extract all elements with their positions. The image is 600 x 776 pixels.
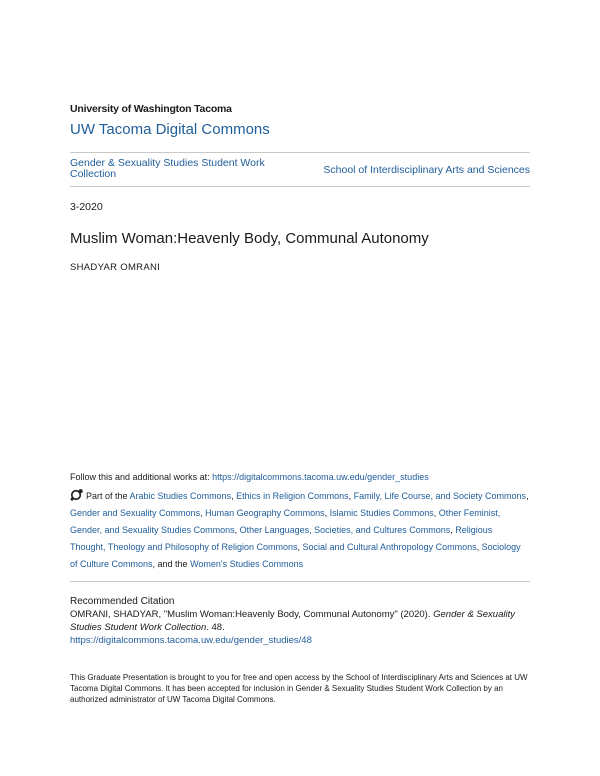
collections-row (70, 158, 530, 184)
commons-link[interactable]: Gender and Sexuality Commons (70, 508, 201, 518)
commons-link[interactable]: Social and Cultural Anthropology Commons (302, 542, 477, 552)
commons-link[interactable]: Human Geography Commons (205, 508, 325, 518)
commons-link[interactable]: Women's Studies Commons (190, 559, 304, 569)
citation-url[interactable]: https://digitalcommons.tacoma.uw.edu/gender_studies/48 (70, 635, 312, 646)
follow-link[interactable]: https://digitalcommons.tacoma.uw.edu/gender_studies (212, 472, 429, 482)
commons-separator: , (324, 508, 330, 518)
commons-link[interactable]: Family, Life Course, and Society Commons (353, 491, 527, 501)
divider (70, 581, 530, 582)
commons-separator: , (231, 491, 237, 501)
author-name: SHADYAR OMRANI (70, 262, 161, 273)
commons-separator: , (450, 525, 456, 535)
commons-link[interactable]: Other Languages, Societies, and Cultures Commons (239, 525, 451, 535)
commons-list (70, 491, 529, 569)
citation-heading: Recommended Citation (70, 596, 175, 607)
publication-date: 3-2020 (70, 201, 103, 213)
commons-separator: , (526, 491, 529, 501)
collection-link-school[interactable]: School of Interdisciplinary Arts and Sciences (323, 164, 530, 176)
commons-link[interactable]: Other Feminist, Gender, and Sexuality Studies Commons (70, 508, 501, 535)
access-notice: This Graduate Presentation is brought to you for free and open access by the School of Interdisciplinary Arts and Sciences at UW Tacoma Digital Commons. It has been accepted for inclusion in Gender & Sexuality Studies Student Work Collection by an authorized administrator of UW Tacoma Digital Commons. (70, 673, 528, 704)
commons-separator: , (433, 508, 439, 518)
citation-body (70, 608, 535, 647)
citation-text: OMRANI, SHADYAR, "Muslim Woman:Heavenly Body, Communal Autonomy" (2020). (70, 609, 434, 620)
commons-separator: , (476, 542, 482, 552)
commons-separator: , (297, 542, 303, 552)
commons-link[interactable]: Islamic Studies Commons (329, 508, 434, 518)
commons-separator: , and the (152, 559, 191, 569)
network-icon (70, 489, 83, 501)
citation-number: . 48. (206, 622, 225, 633)
repository-link[interactable]: UW Tacoma Digital Commons (70, 121, 270, 138)
collection-link-gender-studies[interactable]: Gender & Sexuality Studies Student Work Collection (70, 157, 265, 180)
part-of-commons (70, 488, 530, 573)
citation-series: Gender & Sexuality Studies Student Work Collection (70, 609, 515, 633)
commons-link[interactable]: Ethics in Religion Commons (236, 491, 349, 501)
commons-link[interactable]: Religious Thought, Theology and Philosophy of Religion Commons (70, 525, 493, 552)
document-title: Muslim Woman:Heavenly Body, Communal Autonomy (70, 230, 429, 247)
divider (70, 186, 530, 187)
commons-separator: , (234, 525, 240, 535)
divider (70, 152, 530, 153)
follow-line (70, 472, 429, 482)
commons-separator: , (200, 508, 206, 518)
part-of-prefix: Part of the (86, 491, 130, 501)
follow-prefix: Follow this and additional works at: (70, 472, 213, 482)
commons-link[interactable]: Sociology of Culture Commons (70, 542, 521, 569)
commons-link[interactable]: Arabic Studies Commons (129, 491, 232, 501)
institution-name: University of Washington Tacoma (70, 103, 232, 115)
commons-separator: , (348, 491, 354, 501)
